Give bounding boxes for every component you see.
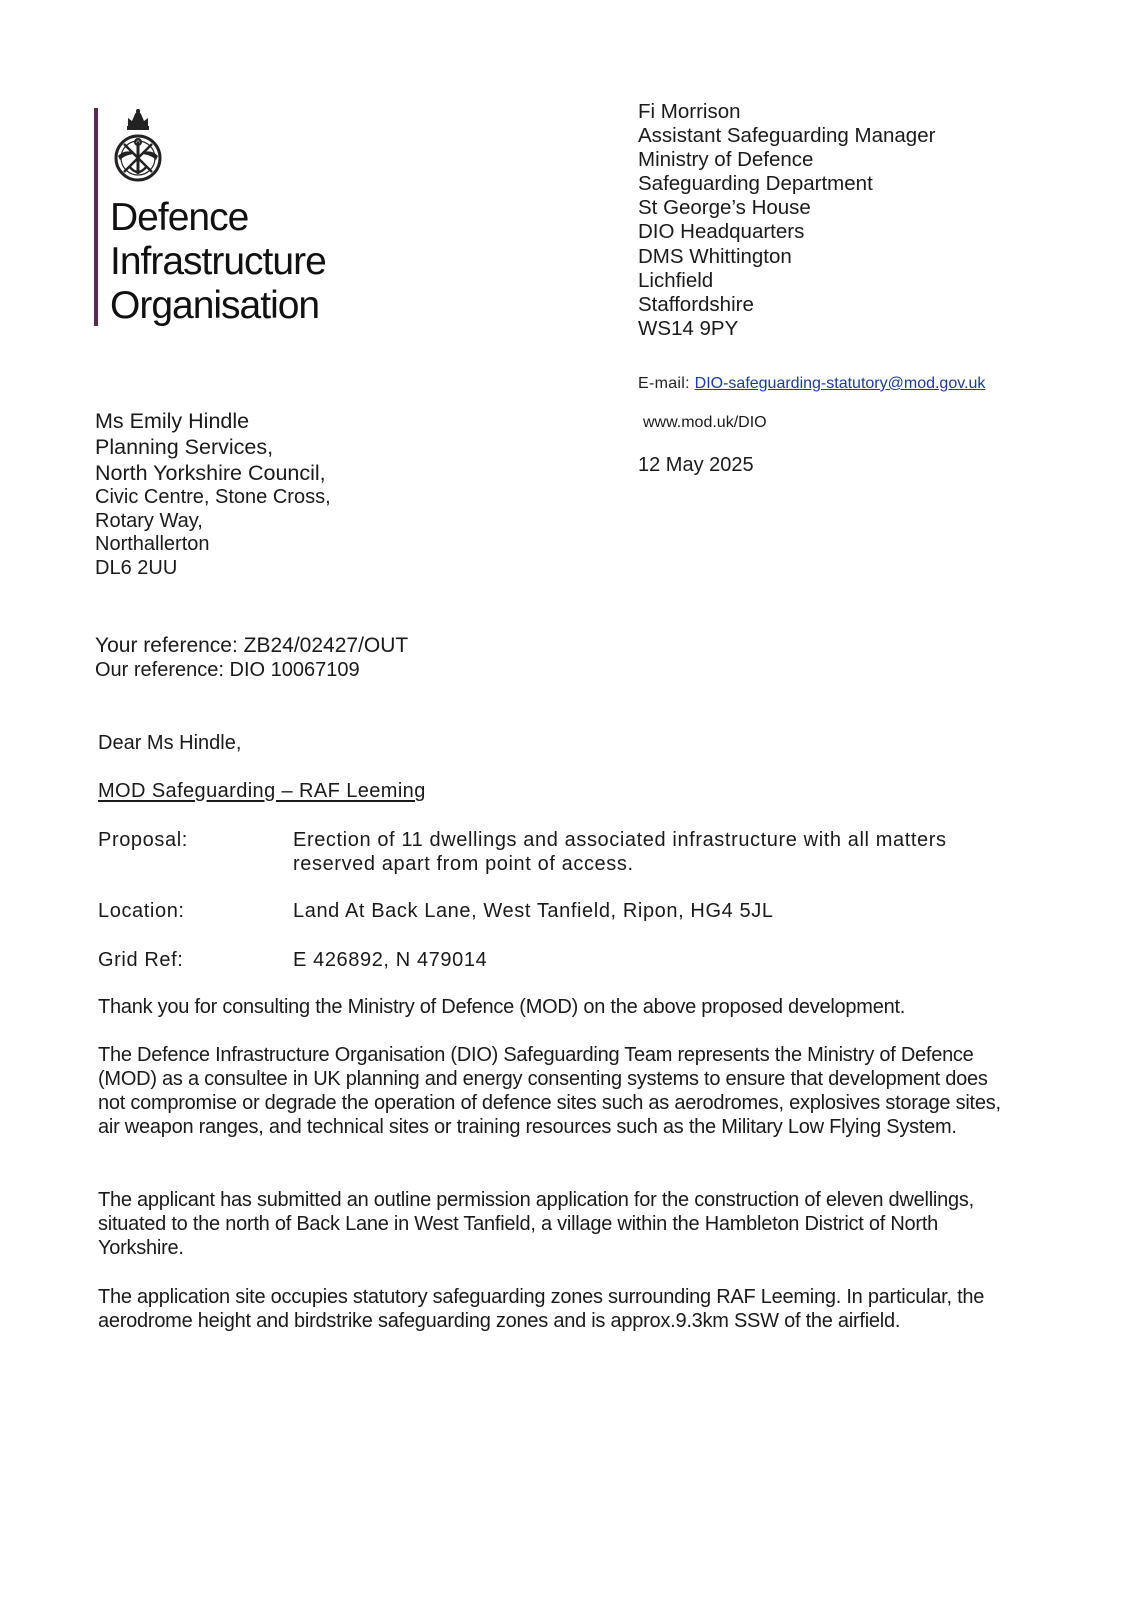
recipient-name: Ms Emily Hindle (95, 409, 250, 433)
gridref-value: E 426892, N 479014 (293, 949, 488, 971)
logo-accent-bar (94, 108, 98, 326)
recipient-address-line: Northallerton (95, 533, 210, 555)
salutation: Dear Ms Hindle, (98, 732, 242, 754)
sender-line: DMS Whittington (638, 244, 792, 268)
recipient-address-line: Civic Centre, Stone Cross, (95, 486, 331, 508)
org-name-line-1: Defence (110, 196, 249, 239)
sender-website[interactable]: www.mod.uk/DIO (643, 414, 767, 431)
email-label: E-mail: (638, 375, 695, 392)
dio-logo (94, 108, 374, 326)
org-name-line-2: Infrastructure (110, 240, 326, 283)
sender-line: Staffordshire (638, 292, 754, 316)
body-paragraph-1: Thank you for consulting the Ministry of Defence (MOD) on the above proposed development. (98, 996, 906, 1018)
body-paragraph-3: The applicant has submitted an outline permission application for the construction of eleven dwellings, situated to the north of Back Lane in West Tanfield, a village within the Hambleton District of North Yorkshire. (98, 1189, 974, 1259)
organisation-name (110, 196, 326, 328)
sender-line: Ministry of Defence (638, 148, 814, 172)
sender-name: Fi Morrison (638, 100, 741, 123)
org-name-line-3: Organisation (110, 284, 320, 327)
letter-date: 12 May 2025 (638, 454, 754, 476)
body-paragraph-4: The application site occupies statutory safeguarding zones surrounding RAF Leeming. In particular, the aerodrome height and birdstrike safeguarding zones and is approx.9.3km SSW of the airfield. (98, 1286, 985, 1332)
sender-line: DIO Headquarters (638, 220, 805, 244)
sender-address (638, 100, 935, 341)
recipient-address (95, 408, 331, 580)
recipient-postcode: DL6 2UU (95, 556, 178, 579)
your-reference: Your reference: ZB24/02427/OUT (95, 634, 409, 657)
location-label: Location: (98, 900, 185, 922)
sender-postcode: WS14 9PY (638, 316, 739, 340)
subject-heading: MOD Safeguarding – RAF Leeming (98, 780, 426, 802)
recipient-council: North Yorkshire Council, (95, 461, 326, 485)
sender-line: St George’s House (638, 196, 811, 220)
royal-crest-icon (110, 108, 166, 190)
sender-line: Safeguarding Department (638, 172, 873, 196)
proposal-value: Erection of 11 dwellings and associated infrastructure with all matters reserved apart from point of access. (293, 829, 947, 875)
location-value: Land At Back Lane, West Tanfield, Ripon, HG4 5JL (293, 900, 774, 922)
references (95, 634, 408, 682)
recipient-department: Planning Services, (95, 435, 274, 459)
proposal-label: Proposal: (98, 829, 188, 851)
email-link[interactable]: DIO-safeguarding-statutory@mod.gov.uk (694, 375, 986, 392)
gridref-label: Grid Ref: (98, 949, 184, 971)
our-reference: Our reference: DIO 10067109 (95, 659, 360, 681)
body-paragraph-2: The Defence Infrastructure Organisation (DIO) Safeguarding Team represents the Ministry of Defence (MOD) as a consultee in UK planning and energy consenting systems to ensure that development does not compromise or degrade the operation of defence sites such as aerodromes, explosives storage sites, air weapon ranges, and technical sites or training resources such as the Military Low Flying System. (98, 1044, 1001, 1138)
sender-line: Lichfield (638, 268, 714, 292)
recipient-address-line: Rotary Way, (95, 509, 203, 532)
sender-email (638, 374, 985, 394)
sender-title: Assistant Safeguarding Manager (638, 124, 936, 148)
